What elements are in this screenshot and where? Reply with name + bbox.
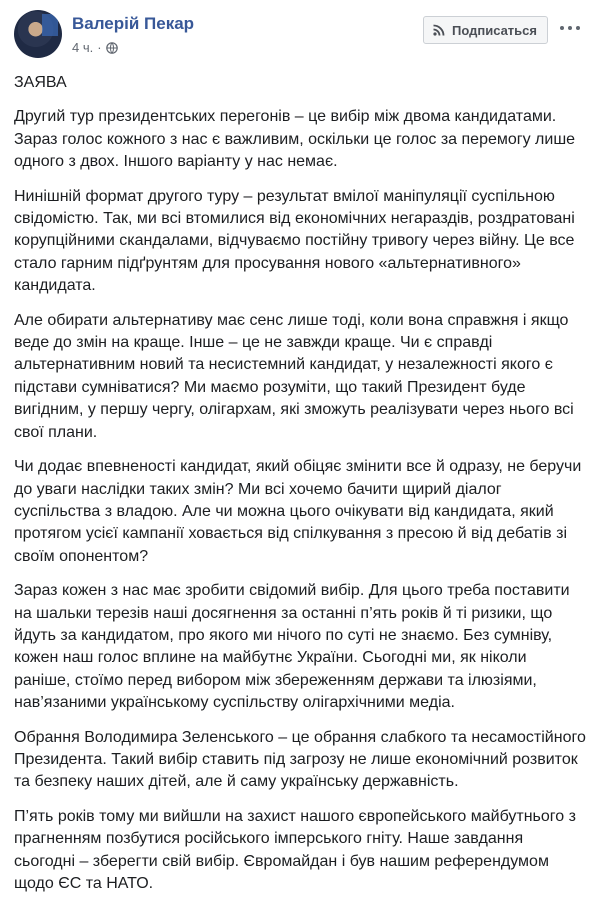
rss-icon (432, 23, 446, 37)
post-paragraph: Обрання Володимира Зеленського – це обрання слабкого та несамостійного Президента. Такий вибір ставить під загрозу не лише економічний розвиток та безпеку наших дітей, але й саму українську державність. (14, 728, 586, 791)
post-meta (72, 40, 118, 55)
post-paragraph: Але обирати альтернативу має сенс лише тоді, коли вона справжня і якщо веде до змін на краще. Інше – це не завжди краще. Чи є справді альтернативним новий та несистемний кандидат, у незалежності якого є підстави сумніватися? Ми маємо розуміти, що такий Президент буде вигідним, у першу чергу, олігархам, які зможуть реалізувати через нього всі свої плани. (14, 311, 574, 441)
post-header (14, 10, 586, 60)
more-options-icon[interactable] (560, 22, 580, 34)
post-paragraph: Нинішній формат другого туру – результат вмілої маніпуляції суспільною свідомістю. Так, ми всі втомилися від економічних негараздів, роздратовані корупційними скандалами, відчуваємо постійну тривогу через війну. Це все стало гарним підґрунтям для просування нового «альтернативного» кандидата. (14, 187, 575, 295)
author-name[interactable]: Валерій Пекар (72, 14, 195, 33)
avatar[interactable] (14, 10, 62, 58)
post-paragraph: Зараз кожен з нас має зробити свідомий вибір. Для цього треба поставити на шальки терезів наші досягнення за останні п’ять років й ті ризики, що йдуть за кандидатом, про якого ми нічого по суті не знаємо. Без сумніву, кожен наш голос вплине на майбутнє України. Сьогодні ми, як ніколи раніше, стоїмо перед вибором між збереженням держави та ілюзіями, нав’язаними українському суспільству олігархічними медіа. (14, 582, 570, 712)
post-time[interactable]: 4 ч. (72, 40, 94, 55)
subscribe-button[interactable] (423, 16, 548, 44)
subscribe-label: Подписаться (451, 22, 537, 38)
post-paragraph: П’ять років тому ми вийшли на захист нашого європейського майбутнього з прагненням позбутися російського імперського гніту. Наше завдання сьогодні – зберегти свій вибір. Євромайдан і був нашим референдумом щодо ЄС та НАТО. (14, 807, 576, 892)
post-heading: ЗАЯВА (14, 74, 67, 91)
meta-separator: · (97, 40, 102, 55)
globe-icon (106, 42, 118, 54)
post-paragraph: Другий тур президентських перегонів – це вибір між двома кандидатами. Зараз голос кожного з нас є важливим, оскільки це голос за перемогу лише одного з двох. Іншого варіанту у нас немає. (14, 108, 576, 171)
post-paragraph: Чи додає впевненості кандидат, який обіцяє змінити все й одразу, не беручи до уваги наслідки таких змін? Ми всі хочемо бачити щирий діалог суспільства з владою. Але чи можна цього очікувати від кандидата, який протягом усієї кампанії ховається від спілкування з пресою й від дебатів зі своїм опонентом? (14, 458, 582, 565)
post-body (14, 72, 586, 907)
